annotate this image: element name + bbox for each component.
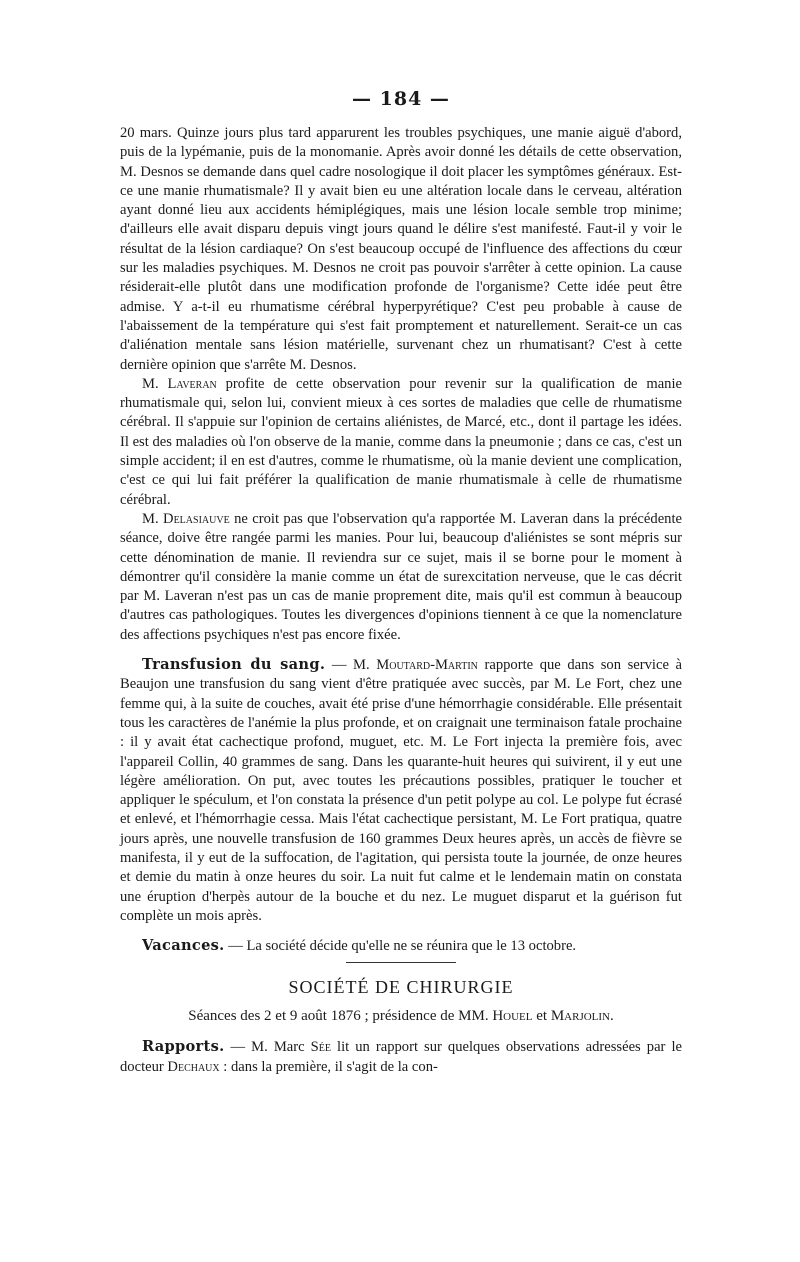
spacer bbox=[120, 926, 682, 936]
speaker-name: Sée bbox=[310, 1039, 331, 1056]
book-page bbox=[120, 88, 682, 1077]
speaker-name: Moutard-Martin bbox=[376, 657, 478, 674]
paragraph-text: lit un rapport sur quelques observations adressées par le docteur bbox=[120, 1039, 682, 1075]
speaker-prefix: M. bbox=[142, 375, 168, 392]
paragraph-rapports bbox=[120, 1037, 682, 1077]
section-divider bbox=[346, 962, 456, 963]
president-name: Houel bbox=[492, 1008, 533, 1025]
rubric-lead: — M. bbox=[325, 657, 377, 674]
speaker-name: Delasiauve bbox=[163, 510, 230, 527]
section-title: SOCIÉTÉ DE CHIRURGIE bbox=[288, 977, 514, 998]
paragraph-transfusion bbox=[120, 655, 682, 926]
rubric-heading: Transfusion du sang. bbox=[142, 656, 326, 674]
paragraph-text: profite de cette observation pour revenir sur la qualification de manie rhumatismale qui, selon lui, convient mieux à ces sortes de maladies que celle de rhumatisme cérébral. Il s'appuie sur l'opinion de certains aliénistes, de Marcé, etc., dont il partage les idées. Il est des maladies où l'on observe de la manie, comme dans la pneumonie ; dans ce cas, c'est un simple accident; il en est d'autres, comme le rhumatisme, où la manie devient une complication, c'est ce qui lui fait préférer la qualification de manie rhumatismale à celle de rhumatisme cérébral. bbox=[120, 375, 683, 508]
speaker-name: Laveran bbox=[167, 375, 217, 392]
paragraph-delasiauve bbox=[120, 510, 682, 645]
seance-conj: et bbox=[532, 1008, 551, 1025]
page-body bbox=[120, 124, 682, 956]
paragraph-text: — La société décide qu'elle ne se réunira que le 13 octobre. bbox=[224, 938, 577, 955]
seance-lead: Séances des 2 et 9 août 1876 ; présidence de MM. bbox=[188, 1008, 493, 1025]
section-body bbox=[120, 1037, 682, 1077]
paragraph-desnos-observation: 20 mars. Quinze jours plus tard apparurent les troubles psychiques, une manie aiguë d'abord, puis de la lypémanie, puis de la monomanie. Après avoir donné les détails de cette observation, M. Desnos se demande dans quel cadre nosologique il doit placer les symptômes généraux. Est-ce une manie rhumatismale? Il y avait bien eu une altération locale dans le cerveau, altération ayant donné lieu aux accidents hémiplégiques, mais une lésion locale semble trop minime; d'ailleurs elle avait disparu depuis vingt jours quand le délire s'est manifesté. Faut-il y voir le résultat de la lésion cardiaque? On s'est beaucoup occupé de l'influence des affections du cœur sur les maladies psychiques. M. Desnos ne croit pas pouvoir s'arrêter à cette opinion. La cause résiderait-elle plutôt dans une modification profonde de l'organisme? Cette idée peut être admise. Y a-t-il eu rhumatisme cérébral hyperpyrétique? C'est peu probable à cause de l'abaissement de la température qui s'est fait promptement et naturellement. Serait-ce un cas d'aliénation mentale sans lésion matérielle, survenant chez un rhumatisant? C'est à cette dernière opinion que s'arrête M. Desnos. bbox=[120, 125, 682, 373]
spacer bbox=[120, 645, 682, 655]
speaker-name: Dechaux bbox=[167, 1058, 220, 1075]
rubric-lead: — M. Marc bbox=[224, 1039, 311, 1056]
page-number: — 184 — bbox=[352, 88, 450, 110]
paragraph-laveran bbox=[120, 375, 682, 510]
seance-line bbox=[120, 1008, 682, 1025]
president-name: Marjolin bbox=[550, 1008, 610, 1025]
paragraph-vacances bbox=[120, 936, 682, 956]
paragraph-text: ne croit pas que l'observation qu'a rapportée M. Laveran dans la précédente séance, doive être rangée parmi les manies. Pour lui, beaucoup d'aliénistes se sont mépris sur cette dénomination de manie. Il reviendra sur ce sujet, mais il se borne pour le moment à démontrer qu'il considère la manie comme un état de surexcitation nerveuse, que le cas décrit par M. Laveran n'est pas un cas de manie proprement dite, mais qu'il est commun à beaucoup d'autres cas pathologiques. Toutes les divergences d'opinions tiennent à ce que la nomenclature des affections psychiques n'est pas encore fixée. bbox=[120, 510, 682, 643]
rubric-heading: Vacances. bbox=[142, 937, 225, 955]
seance-end: . bbox=[610, 1008, 614, 1025]
speaker-prefix: M. bbox=[142, 510, 164, 527]
rubric-heading: Rapports. bbox=[142, 1038, 225, 1056]
paragraph-text: rapporte que dans son service à Beaujon une transfusion du sang vient d'être pratiquée avec succès, par M. Le Fort, chez une femme qui, à la suite de couches, avait été prise d'une hémorrhagie considérable. Elle présentait tous les caractères de l'anémie la plus profonde, et on craignait une terminaison fatale prochaine : il y avait état cachectique profond, muguet, etc. M. Le Fort injecta la première fois, avec l'appareil Collin, 40 grammes de sang. Dans les quarante-huit heures qui suivirent, il y eut une légère amélioration. On put, avec toutes les précautions possibles, pratiquer le toucher et appliquer le spéculum, et l'on constata la présence d'un petit polype au col. Le polype fut écrasé et enlevé, et l'hémorrhagie cessa. Mais l'état cachectique persistant, M. Le Fort pratiqua, quatre jours après, une nouvelle transfusion de 160 grammes Deux heures après, un accès de fièvre se manifesta, il y eut de la suffocation, de l'agitation, qui persista toute la journée, de onze heures et demie du matin à onze heures du soir. La nuit fut calme et le lendemain matin on constata une éruption d'herpès autour de la bouche et du nez. Le muguet disparut et la guérison fut complète un mois après. bbox=[120, 657, 683, 924]
paragraph-text: : dans la première, il s'agit de la con- bbox=[219, 1058, 438, 1075]
